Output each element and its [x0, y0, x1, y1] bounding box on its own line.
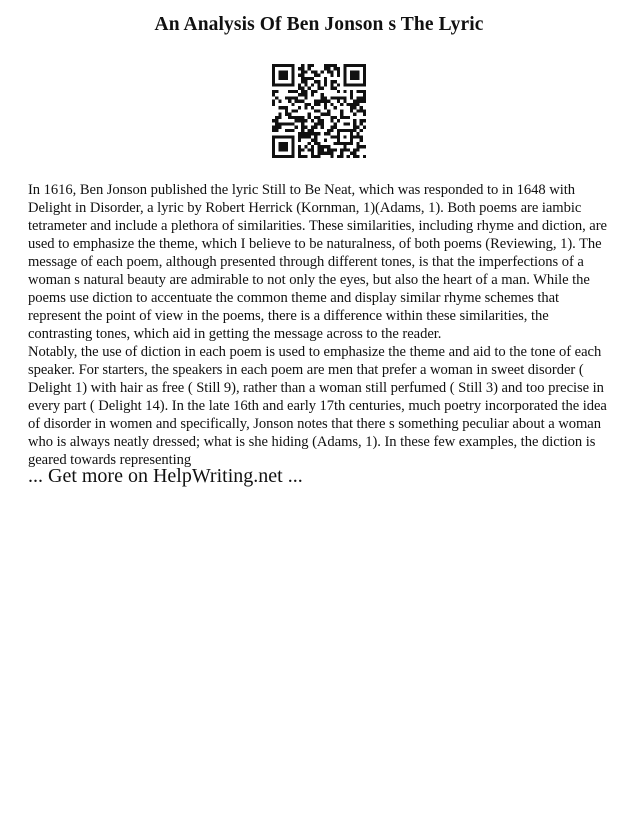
document-title: An Analysis Of Ben Jonson s The Lyric: [154, 14, 484, 35]
qr-code-icon: [272, 64, 366, 158]
get-more-link[interactable]: ... Get more on HelpWriting.net ...: [28, 465, 303, 487]
paragraph: In 1616, Ben Jonson published the lyric Still to Be Neat, which was responded to in 1648 with Delight in Disorder, a lyric by Robert Herrick (Kornman, 1)(Adams, 1). Both poems are iambic tetrameter and include a plethora of similarities. These similarities, including rhyme and diction, are used to emphasize the theme, which I believe to be naturalness, of both poems (Reviewing, 1). The message of each poem, although presented through different tones, is that the imperfections of a woman s natural beauty are admirable to not only the eyes, but also the heart of a man. While the poems use diction to accentuate the common theme and display similar rhyme schemes that represent the point of view in the poems, there is a difference within these similarities, the contrasting tones, which aid in getting the message across to the reader.: [28, 182, 607, 342]
paragraph: Notably, the use of diction in each poem is used to emphasize the theme and aid to the tone of each speaker. For starters, the speakers in each poem are men that prefer a woman in sweet disorder ( Delight 1) with hair as free ( Still 9), rather than a woman still perfumed ( Still 3) and too precise in every part ( Delight 14). In the late 16th and early 17th centuries, much poetry incorporated the idea of disorder in women and specifically, Jonson notes that there s something peculiar about a woman who is always neatly dressed; what is she hiding (Adams, 1). In these few examples, the diction is geared towards representing: [28, 344, 607, 468]
document-body: [28, 181, 612, 469]
